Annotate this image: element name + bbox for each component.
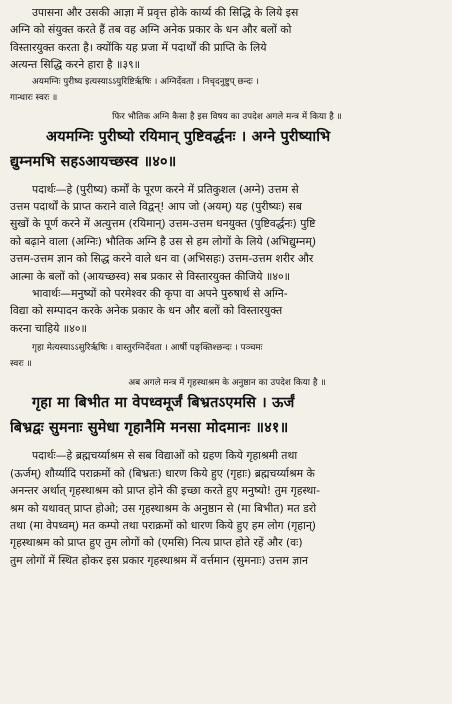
padartha-line: अनन्तर अर्थात् गृहस्थाश्रम को प्राप्त होने की इच्छा करते हुए मनुष्यो! तुम गृहस्था- — [10, 484, 320, 498]
verse-41-padartha — [10, 447, 444, 569]
padartha-line: गृहस्थाश्रम को प्राप्त हुए तुम लोगों को (एमसि) नित्य प्राप्त होते रहें और (वः) — [10, 536, 303, 550]
mantra-line: गृहा मा बिभीत मा वेपध्वमूर्जं बिभ्रतऽएमसि । ऊर्जं — [32, 395, 295, 412]
verse-40-mantra — [10, 125, 444, 175]
bhavartha-line: भावार्थः—मनुष्यों को परमेश्वर की कृपा वा अपने पुरुषार्थ से अग्नि- — [32, 287, 288, 301]
rishi-devata-chhanda-line: गृहा मेत्यस्याऽऽसुरिर्ऋषिः । वास्तुरग्निर्देवता । आर्षी पङ्क्तिश्छन्दः । पञ्चमः — [32, 343, 263, 354]
padartha-line: को बढ़ाने वाला (अग्निः) भौतिक अग्नि है उस से हम लोगों के लिये (अभिद्युम्नम्) — [10, 234, 317, 248]
verse-41-metadata — [10, 340, 444, 372]
mantra-line: द्युम्नमभि सहऽआयच्छस्व ॥४०॥ — [10, 153, 177, 170]
verse-41-intro: अब अगले मन्त्र में गृहस्थाश्रम के अनुष्ठान का उपदेश किया है ॥ — [128, 378, 326, 389]
mantra-line: बिभ्रद्वः सुमनाः सुमेधा गृहानैमि मनसा मोदमानः ॥४१॥ — [10, 420, 289, 437]
padartha-line: तुम लोगों में स्थित होकर इस प्रकार गृहस्थाश्रम में वर्त्तमान (सुमनाः) उत्तम ज्ञान — [10, 553, 309, 567]
padartha-line: सुखों के पूर्ण करने में अत्युत्तम (रयिमान्) उत्तम-उत्तम धनयुक्त (पुष्टिवर्द्धनः) पुष्टि — [10, 217, 316, 231]
padartha-line: पदार्थः—हे ब्रह्मचर्य्याश्रम से सब विद्याओं को ग्रहण किये गृहाश्रमी तथा — [32, 449, 298, 463]
bhavartha-line: करना चाहिये ॥४०॥ — [10, 321, 87, 335]
svara-line: गान्धारः स्वरः ॥ — [10, 92, 58, 103]
text-line: अग्नि को संयुक्त करते हैं तब वह अग्नि अनेक प्रकार के धन और बलों को — [10, 23, 292, 37]
rishi-devata-chhanda-line: अयमग्निः पुरीष्य इत्यस्याऽऽयुरिष्टिर्ऋषिः । अग्निर्देवता । निचृदनुष्टुप् छन्दः । — [32, 76, 259, 87]
verse-40-bhavartha — [10, 285, 444, 337]
verse-40-intro: फिर भौतिक अग्नि कैसा है इस विषय का उपदेश अगले मन्त्र में किया है ॥ — [112, 111, 342, 122]
padartha-line: पदार्थः—हे (पुरीष्य) कर्मों के पूरण करने में प्रतिकुशल (अग्ने) उत्तम से — [32, 182, 299, 196]
verse-39-commentary-end — [10, 4, 444, 74]
svara-line: स्वरः ॥ — [10, 359, 32, 370]
verse-41-mantra — [10, 391, 444, 441]
bhavartha-line: विद्या को सम्पादन करके अनेक प्रकार के धन और बलों को विस्तारयुक्त — [10, 304, 283, 318]
mantra-line: अयमग्निः पुरीष्यो रयिमान् पुष्टिवर्द्धनः । अग्ने पुरीष्याभि — [46, 128, 331, 145]
padartha-line: उत्तम पदार्थों के प्राप्त कराने वाले विद्वन्! आप जो (अयम्) यह (पुरीष्यः) सब — [10, 200, 302, 214]
padartha-line: उत्तम-उत्तम ज्ञान को सिद्ध करने वाले धन वा (अभिसहः) उत्तम-उत्तम शरीर और — [10, 252, 314, 266]
text-line: उपासना और उसकी आज्ञा में प्रवृत्त होके कार्य्य की सिद्धि के लिये इस — [32, 6, 299, 19]
text-line: विस्तारयुक्त करता है। क्योंकि यह प्रजा में पदार्थों की प्राप्ति के लिये — [10, 40, 267, 54]
padartha-line: आत्मा के बलों को (आयच्छस्व) सब प्रकार से विस्तारयुक्त कीजिये ॥४०॥ — [10, 269, 291, 283]
verse-40-metadata — [10, 74, 444, 106]
padartha-line: तथा (मा वेपध्वम्) मत कम्पो तथा पराक्रमों को धारण किये हुए हम लोग (गृहान्) — [10, 518, 317, 532]
verse-40-padartha — [10, 181, 444, 285]
text-line: अत्यन्त सिद्धि करने हारा है ॥३९॥ — [10, 58, 141, 72]
padartha-line: (ऊर्जम्) शौर्य्यादि पराक्रमों को (बिभ्रतः) धारण किये हुए (गृहाः) ब्रह्मचर्य्याश्रम के — [10, 466, 315, 480]
padartha-line: श्रम को यथावत् प्राप्त होओ; उस गृहस्थाश्रम के अनुष्ठान से (मा बिभीत) मत डरो — [10, 501, 317, 515]
